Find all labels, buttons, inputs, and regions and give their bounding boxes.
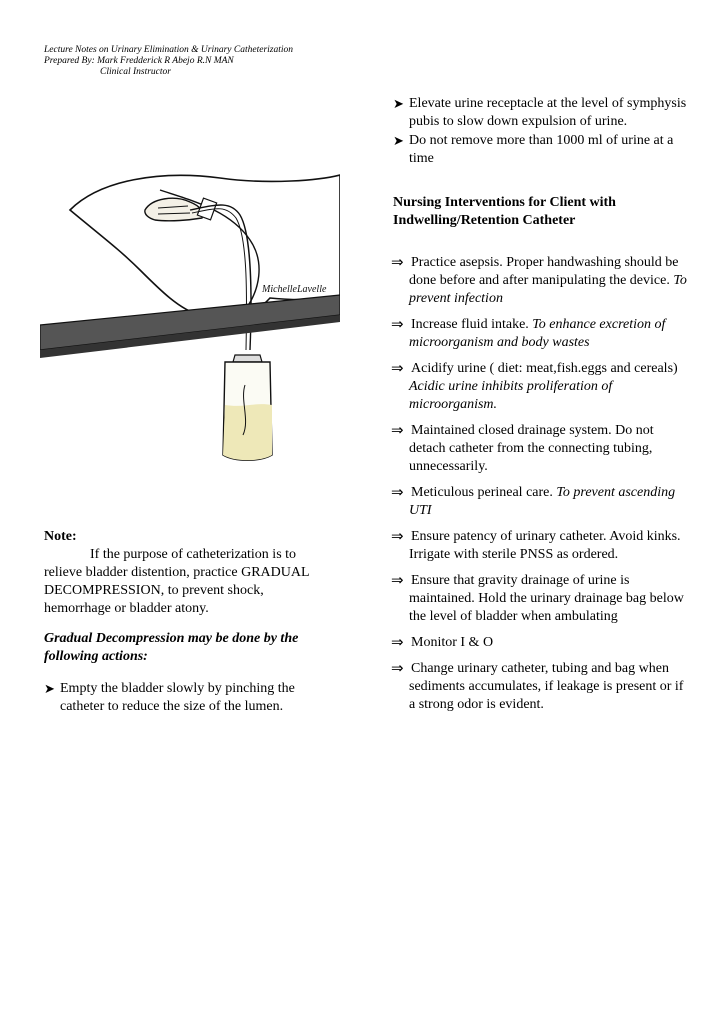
intervention-item: [393, 422, 693, 476]
intervention-text: Maintained closed drainage system. Do not detach catheter from the connecting tubing, unnecessarily.: [409, 423, 654, 474]
list-item: [393, 95, 693, 131]
arrowhead-bullet-icon: ➤: [393, 96, 404, 111]
intervention-item: [393, 316, 693, 352]
intervention-rationale: To prevent ascending UTI: [409, 485, 676, 518]
section-title: Nursing Interventions for Client with Indwelling/Retention Catheter: [393, 195, 616, 228]
intervention-text: Change urinary catheter, tubing and bag when sediments accumulates, if leakage is present or if a strong odor is evident.: [409, 661, 684, 712]
left-column: [44, 528, 334, 717]
header-line-2: Prepared By: Mark Fredderick R Abejo R.N MAN: [44, 56, 234, 66]
header-line-1: Lecture Notes on Urinary Elimination & Urinary Catheterization: [44, 45, 294, 55]
right-column: [393, 95, 693, 722]
intervention-item: [393, 528, 693, 564]
list-item: [44, 680, 334, 716]
gradual-decompression-heading: Gradual Decompression may be done by the following actions:: [44, 631, 299, 664]
intervention-text: Meticulous perineal care.: [411, 485, 553, 500]
intervention-text: Increase fluid intake.: [411, 317, 529, 332]
arrowhead-bullet-icon: ➤: [393, 133, 404, 148]
double-arrow-icon: ⇒: [391, 255, 404, 271]
double-arrow-icon: ⇒: [391, 573, 404, 589]
artist-signature: MichelleLavelle: [262, 284, 327, 295]
double-arrow-icon: ⇒: [391, 529, 404, 545]
intervention-item: [393, 660, 693, 714]
double-arrow-icon: ⇒: [391, 361, 404, 377]
double-arrow-icon: ⇒: [391, 635, 404, 651]
page-header: [44, 45, 293, 78]
list-item: [393, 132, 693, 168]
header-line-3: Clinical Instructor: [100, 67, 171, 77]
intervention-item: [393, 634, 693, 652]
intervention-rationale: Acidic urine inhibits proliferation of microorganism.: [409, 379, 613, 412]
intervention-text: Ensure that gravity drainage of urine is maintained. Hold the urinary drainage bag below the level of bladder when ambulating: [409, 573, 684, 624]
list-item-text: Empty the bladder slowly by pinching the catheter to reduce the size of the lumen.: [60, 681, 295, 714]
intervention-text: Monitor I & O: [411, 635, 494, 650]
note-body: If the purpose of catheterization is to relieve bladder distention, practice GRADUAL DECOMPRESSION, to prevent shock, hemorrhage or bladder atony.: [44, 547, 310, 616]
intervention-text: Ensure patency of urinary catheter. Avoid kinks. Irrigate with sterile PNSS as ordered.: [409, 529, 681, 562]
intervention-rationale: To prevent infection: [409, 273, 687, 306]
list-item-text: Elevate urine receptacle at the level of symphysis pubis to slow down expulsion of urine.: [409, 96, 687, 129]
arrowhead-bullet-icon: ➤: [44, 681, 55, 696]
intervention-item: [393, 360, 693, 414]
double-arrow-icon: ⇒: [391, 423, 404, 439]
note-title: Note:: [44, 529, 77, 544]
intervention-text: Acidify urine ( diet: meat,fish.eggs and cereals): [411, 361, 678, 376]
intervention-item: [393, 572, 693, 626]
double-arrow-icon: ⇒: [391, 317, 404, 333]
double-arrow-icon: ⇒: [391, 485, 404, 501]
intervention-text: Practice asepsis. Proper handwashing should be done before and after manipulating the device.: [409, 255, 679, 288]
catheter-illustration: [40, 150, 340, 470]
intervention-rationale: To enhance excretion of microorganism and body wastes: [409, 317, 666, 350]
intervention-item: [393, 484, 693, 520]
double-arrow-icon: ⇒: [391, 661, 404, 677]
list-item-text: Do not remove more than 1000 ml of urine at a time: [409, 133, 674, 166]
intervention-item: [393, 254, 693, 308]
